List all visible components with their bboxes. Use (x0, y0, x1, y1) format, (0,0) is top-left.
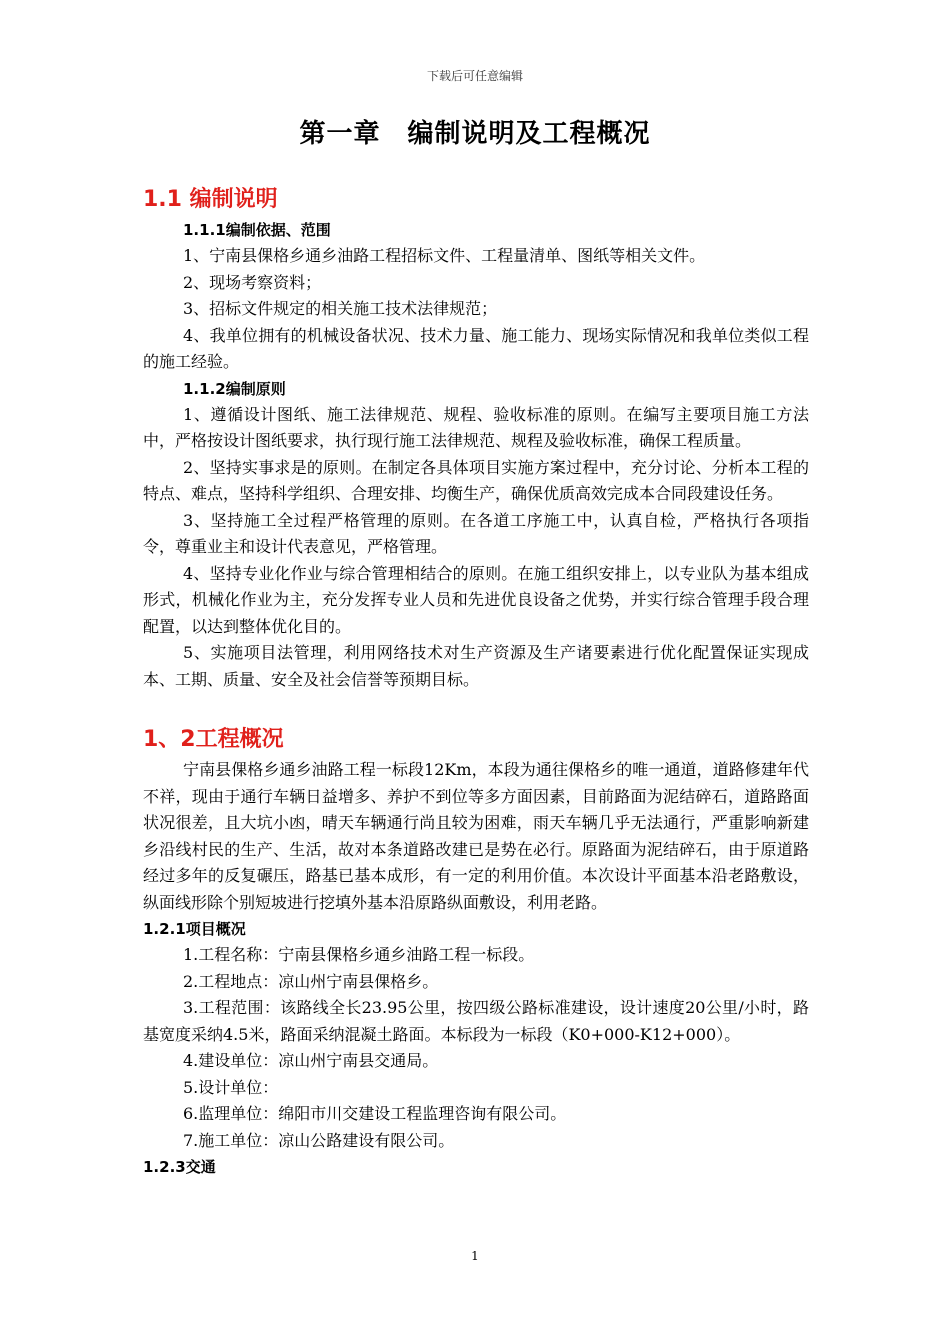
project-item-4: 4.建设单位：凉山州宁南县交通局。 (183, 1051, 439, 1070)
subsection-heading-1-2-3: 1.2.3交通 (143, 1158, 216, 1176)
basis-item-2: 2、现场考察资料； (183, 272, 322, 292)
section-heading-1-1: 1.1 编制说明 (143, 187, 278, 212)
principle-item-3: 3、坚持施工全过程严格管理的原则。在各道工序施工中，认真自检，严格执行各项指令，尊重业主和设计代表意见，严格管理。 (143, 510, 809, 556)
section-heading-1-2: 1、2工程概况 (143, 727, 284, 752)
overview-paragraph: 宁南县倮格乡通乡油路工程一标段12Km，本段为通往倮格乡的唯一通道，道路修建年代不祥，现由于通行车辆日益增多、养护不到位等多方面因素，目前路面为泥结碎石，道路路面状况很差，且大坑小凼，晴天车辆通行尚且较为困难，雨天车辆几乎无法通行，严重影响新建乡沿线村民的生产、生活，故对本条道路改建已是势在必行。原路面为泥结碎石，由于原道路经过多年的反复碾压，路基已基本成形，有一定的利用价值。本次设计平面基本沿老路敷设，纵面线形除个别短坡进行挖填外基本沿原路纵面敷设，利用老路。 (143, 760, 809, 912)
project-item-1: 1.工程名称：宁南县倮格乡通乡油路工程一标段。 (183, 945, 535, 964)
page-header: 下载后可任意编辑 (426, 69, 523, 83)
principle-item-4: 4、坚持专业化作业与综合管理相结合的原则。在施工组织安排上，以专业队为基本组成形式，机械化作业为主，充分发挥专业人员和先进优良设备之优势，并实行综合管理手段合理配置，以达到整体优化目的。 (143, 563, 809, 636)
project-item-6: 6.监理单位：绵阳市川交建设工程监理咨询有限公司。 (183, 1104, 567, 1123)
project-item-5: 5.设计单位： (183, 1077, 279, 1097)
basis-item-3: 3、招标文件规定的相关施工技术法律规范； (183, 299, 498, 318)
subsection-heading-1-2-1: 1.2.1项目概况 (143, 920, 246, 938)
principle-item-1: 1、遵循设计图纸、施工法律规范、规程、验收标准的原则。在编写主要项目施工方法中，严格按设计图纸要求，执行现行施工法律规范、规程及验收标准，确保工程质量。 (143, 404, 809, 450)
subsection-heading-1-1-2: 1.1.2编制原则 (183, 379, 286, 398)
project-item-2: 2.工程地点：凉山州宁南县倮格乡。 (183, 971, 439, 991)
principle-item-5: 5、实施项目法管理，利用网络技术对生产资源及生产诸要素进行优化配置保证实现成本、工期、质量、安全及社会信誉等预期目标。 (143, 643, 809, 689)
page-number: 1 (471, 1249, 479, 1263)
project-item-7: 7.施工单位：凉山公路建设有限公司。 (183, 1130, 455, 1150)
basis-item-1: 1、宁南县倮格乡通乡油路工程招标文件、工程量清单、图纸等相关文件。 (183, 246, 706, 265)
project-item-3: 3.工程范围：该路线全长23.95公里，按四级公路标准建设，设计速度20公里/小时，路基宽度采纳4.5米，路面采纳混凝土路面。本标段为一标段（K0+000-K12+000）。 (143, 998, 809, 1044)
basis-item-4: 4、我单位拥有的机械设备状况、技术力量、施工能力、现场实际情况和我单位类似工程的施工经验。 (143, 325, 809, 371)
subsection-heading-1-1-1: 1.1.1编制依据、范围 (183, 221, 331, 239)
chapter-title: 第一章 编制说明及工程概况 (299, 119, 651, 149)
document-body (143, 183, 809, 1180)
principle-item-2: 2、坚持实事求是的原则。在制定各具体项目实施方案过程中，充分讨论、分析本工程的特点、难点，坚持科学组织、合理安排、均衡生产，确保优质高效完成本合同段建设任务。 (143, 457, 809, 503)
